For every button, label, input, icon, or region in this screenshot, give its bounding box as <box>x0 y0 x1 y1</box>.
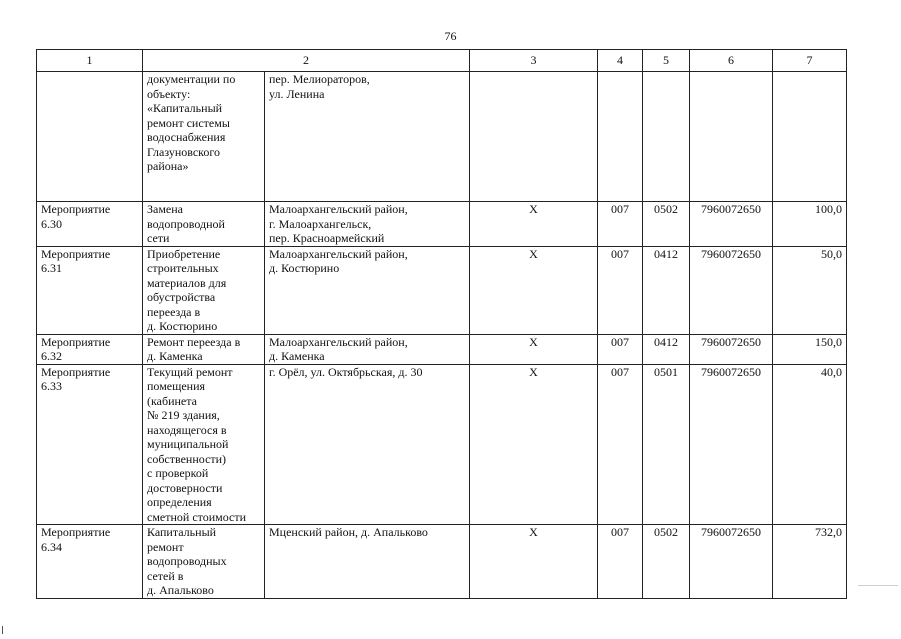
table-row <box>37 72 847 202</box>
col3-cell <box>470 72 598 202</box>
col3-cell: X <box>470 246 598 334</box>
scan-edge-mark <box>2 626 3 634</box>
table-row <box>37 334 847 364</box>
col7-cell: 100,0 <box>773 202 847 247</box>
col3-cell: X <box>470 334 598 364</box>
col4-cell: 007 <box>598 246 643 334</box>
col5-cell: 0412 <box>643 246 690 334</box>
description-cell: Капитальный ремонт водопроводных сетей в д. Апальково <box>143 525 265 599</box>
col6-cell: 7960072650 <box>690 525 773 599</box>
event-cell <box>37 72 143 202</box>
col4-cell: 007 <box>598 364 643 525</box>
event-cell: Мероприятие 6.30 <box>37 202 143 247</box>
col7-cell <box>773 72 847 202</box>
location-cell: Малоархангельский район, д. Костюрино <box>265 246 470 334</box>
location-cell: пер. Мелиораторов, ул. Ленина <box>265 72 470 202</box>
location-cell: г. Орёл, ул. Октябрьская, д. 30 <box>265 364 470 525</box>
header-col-2: 2 <box>143 50 470 72</box>
budget-table <box>36 49 847 599</box>
event-cell: Мероприятие 6.34 <box>37 525 143 599</box>
description-cell: Ремонт переезда в д. Каменка <box>143 334 265 364</box>
col6-cell: 7960072650 <box>690 246 773 334</box>
col4-cell: 007 <box>598 334 643 364</box>
col4-cell <box>598 72 643 202</box>
col7-cell: 50,0 <box>773 246 847 334</box>
col7-cell: 40,0 <box>773 364 847 525</box>
event-cell: Мероприятие 6.31 <box>37 246 143 334</box>
header-col-1: 1 <box>37 50 143 72</box>
description-cell: Замена водопроводной сети <box>143 202 265 247</box>
table-row <box>37 202 847 247</box>
col3-cell: X <box>470 364 598 525</box>
description-cell: Текущий ремонт помещения (кабинета № 219 здания, находящегося в муниципальной собственности) с проверкой достоверности определения сметной стоимости <box>143 364 265 525</box>
description-cell: документации по объекту: «Капитальный ремонт системы водоснабжения Глазуновского района» <box>143 72 265 202</box>
col5-cell: 0502 <box>643 525 690 599</box>
header-col-3: 3 <box>470 50 598 72</box>
table-row <box>37 364 847 525</box>
header-col-4: 4 <box>598 50 643 72</box>
col5-cell: 0502 <box>643 202 690 247</box>
header-col-5: 5 <box>643 50 690 72</box>
col3-cell: X <box>470 202 598 247</box>
col6-cell: 7960072650 <box>690 364 773 525</box>
header-col-6: 6 <box>690 50 773 72</box>
col5-cell: 0412 <box>643 334 690 364</box>
table-row <box>37 525 847 599</box>
table-row <box>37 246 847 334</box>
event-cell: Мероприятие 6.32 <box>37 334 143 364</box>
col3-cell: X <box>470 525 598 599</box>
location-cell: Малоархангельский район, г. Малоархангельск, пер. Красноармейский <box>265 202 470 247</box>
col7-cell: 732,0 <box>773 525 847 599</box>
description-cell: Приобретение строительных материалов для обустройства переезда в д. Костюрино <box>143 246 265 334</box>
page-number: 76 <box>444 29 457 43</box>
col5-cell: 0501 <box>643 364 690 525</box>
col6-cell: 7960072650 <box>690 334 773 364</box>
col4-cell: 007 <box>598 525 643 599</box>
col7-cell: 150,0 <box>773 334 847 364</box>
event-cell: Мероприятие 6.33 <box>37 364 143 525</box>
location-cell: Малоархангельский район, д. Каменка <box>265 334 470 364</box>
col6-cell <box>690 72 773 202</box>
header-col-7: 7 <box>773 50 847 72</box>
scan-edge-mark <box>858 585 898 586</box>
location-cell: Мценский район, д. Апальково <box>265 525 470 599</box>
header-row <box>37 50 847 72</box>
col4-cell: 007 <box>598 202 643 247</box>
col6-cell: 7960072650 <box>690 202 773 247</box>
col5-cell <box>643 72 690 202</box>
